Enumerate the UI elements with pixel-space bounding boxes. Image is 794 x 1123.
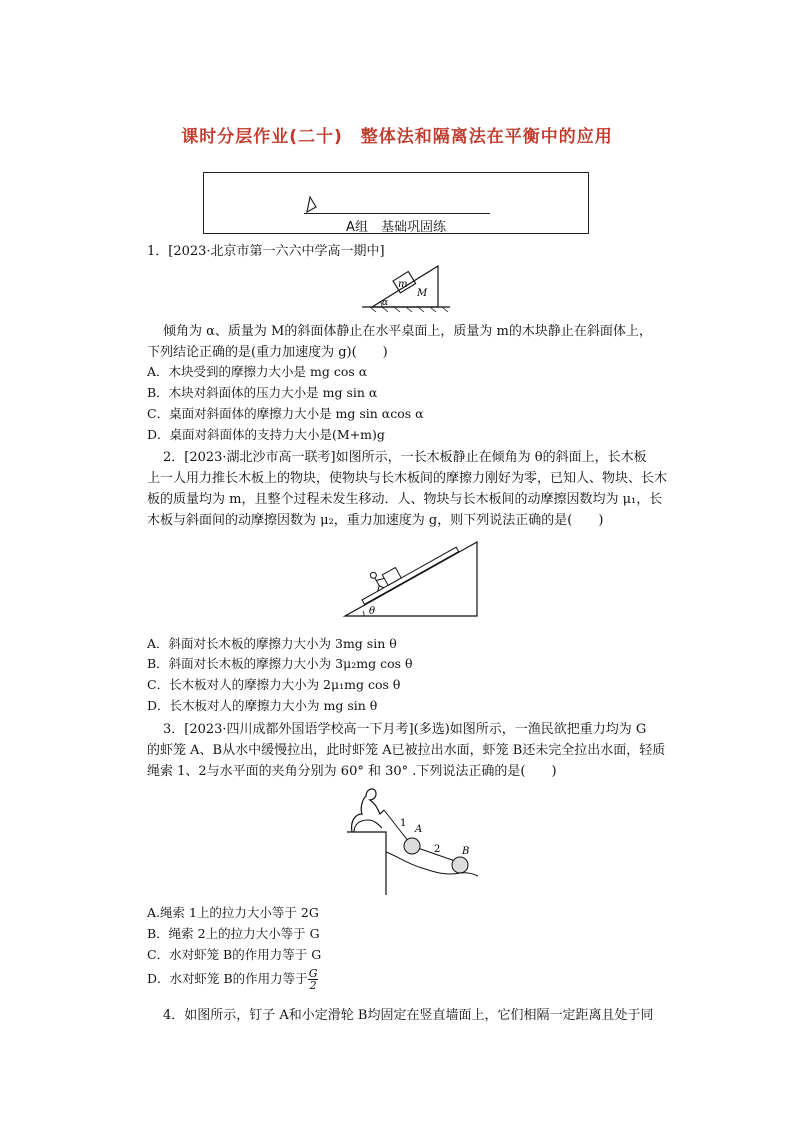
pen-icon: [304, 195, 318, 213]
section-header-box: [203, 172, 589, 234]
q1-option-a: A．木块受到的摩擦力大小是 mg cos α: [147, 364, 368, 379]
q1-stem-line2: 下列结论正确的是(重力加速度为 g)( ): [147, 345, 388, 360]
q3-option-c: C．水对虾笼 B的作用力等于 G: [147, 947, 322, 962]
q1-source: 1．[2023·北京市第一六六中学高一期中]: [147, 244, 385, 259]
q3-option-b: B．绳索 2上的拉力大小等于 G: [147, 926, 320, 941]
q3-line1: 3．[2023·四川成都外国语学校高一下月考](多选)如图所示，一渔民欲把重力均为 G: [163, 722, 647, 737]
q2-label-theta: θ: [369, 606, 376, 617]
q3-fisherman-figure: [342, 780, 482, 898]
q2-plank-figure: [342, 540, 482, 620]
section-rule: [304, 213, 490, 214]
q3-label-B: B: [462, 846, 470, 857]
q2-line2: 上一人用力推长木板上的物块，使物块与长木板间的摩擦力刚好为零，已知人、物块、长木: [147, 471, 668, 486]
q4-line1: 4．如图所示，钉子 A和小定滑轮 B均固定在竖直墙面上，它们相隔一定距离且处于同: [163, 1008, 654, 1023]
q1-label-M: M: [417, 288, 428, 299]
fraction-denominator: 2: [309, 979, 317, 992]
q3-line2: 的虾笼 A、B从水中缓慢拉出，此时虾笼 A已被拉出水面，虾笼 B还未完全拉出水面，轻质: [147, 743, 666, 758]
q1-label-m: m: [398, 279, 408, 290]
q3-label-rope2: 2: [434, 844, 441, 855]
q1-label-alpha: α: [382, 298, 389, 308]
q3-line3: 绳索 1、2与水平面的夹角分别为 60° 和 30° .下列说法正确的是( ): [147, 764, 557, 779]
q3-option-d: [147, 968, 318, 991]
fraction-numerator: G: [308, 967, 318, 980]
q1-option-c: C．桌面对斜面体的摩擦力大小是 mg sin αcos α: [147, 406, 424, 421]
q2-option-c: C．长木板对人的摩擦力大小为 2μ₁mg cos θ: [147, 677, 401, 692]
q3-option-a: A.绳索 1上的拉力大小等于 2G: [147, 905, 319, 920]
fraction: [308, 968, 319, 991]
q2-line3: 板的质量均为 m，且整个过程未发生移动．人、物块与长木板间的动摩擦因数均为 μ₁，长: [147, 492, 663, 507]
section-label: A组 基础巩固练: [346, 220, 446, 235]
q2-line4: 木板与斜面间的动摩擦因数为 μ₂，重力加速度为 g，则下列说法正确的是( ): [147, 513, 604, 528]
q3-label-A: A: [415, 824, 423, 835]
page-title: 课时分层作业(二十) 整体法和隔离法在平衡中的应用: [181, 127, 613, 147]
q3-option-d-text: D．水对虾笼 B的作用力等于: [147, 971, 308, 986]
q1-option-b: B．木块对斜面体的压力大小是 mg sin α: [147, 385, 378, 400]
q3-label-rope1: 1: [400, 818, 407, 829]
q2-option-b: B．斜面对长木板的摩擦力大小为 3μ₂mg cos θ: [147, 656, 413, 671]
q1-stem-line1: 倾角为 α、质量为 M的斜面体静止在水平桌面上，质量为 m的木块静止在斜面体上，: [163, 324, 652, 339]
q2-line1: 2．[2023·湖北沙市高一联考]如图所示，一长木板静止在倾角为 θ的斜面上，长木板: [163, 450, 647, 465]
q1-option-d: D．桌面对斜面体的支持力大小是(M+m)g: [147, 427, 385, 442]
q2-option-a: A．斜面对长木板的摩擦力大小为 3mg sin θ: [147, 636, 397, 651]
q2-option-d: D．长木板对人的摩擦力大小为 mg sin θ: [147, 698, 378, 713]
q1-incline-figure: [360, 262, 452, 314]
